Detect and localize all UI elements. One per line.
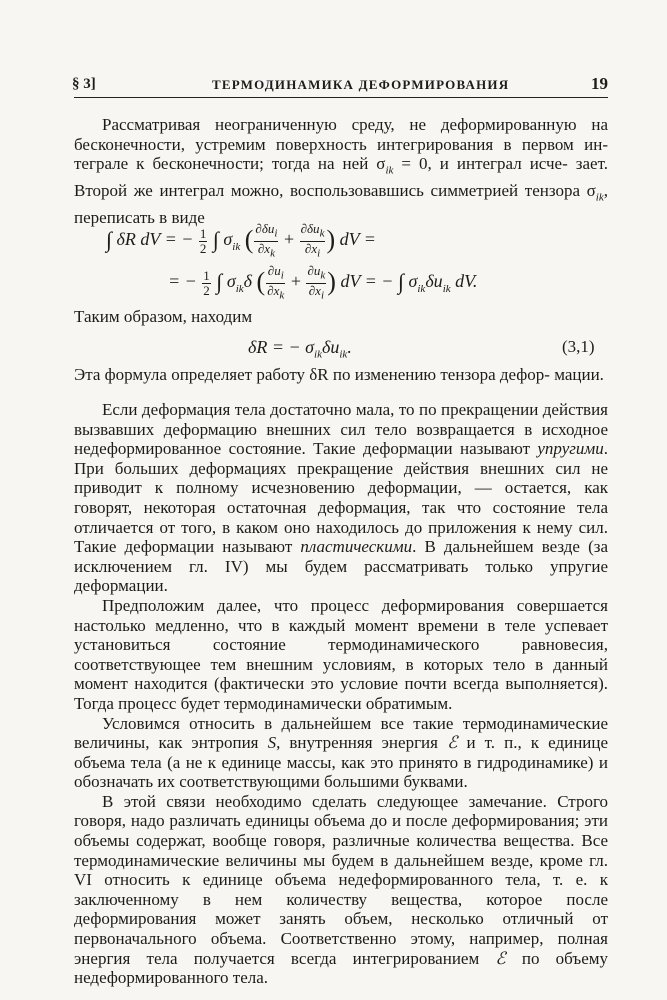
intro-line-2: бесконечности, устремим поверхность интегрирования в первом ин- — [74, 134, 608, 154]
equation-sub-2: ik — [339, 348, 348, 361]
formula-note-2: мации. — [554, 365, 604, 384]
symbol-entropy: S — [267, 733, 277, 753]
equation-tail: δu — [322, 337, 340, 357]
equation-sub-1: ik — [314, 348, 322, 361]
para-remark-2: по объему недеформированного тела. — [74, 948, 608, 988]
thus-line — [74, 307, 608, 327]
chapter-title: ТЕРМОДИНАМИКА ДЕФОРМИРОВАНИЯ — [212, 77, 510, 92]
running-header — [72, 74, 608, 98]
para-units-3: и т. п., к единице объема тела (а не к единице массы, как это принято в гидродинамике) и обозначать их соответствующими большими буквами. — [74, 733, 609, 792]
equation-number: (3,1) — [562, 337, 595, 356]
main-equation — [248, 337, 352, 361]
intro-line-4: зает. Второй же интеграл можно, воспользовавшись симметрией — [74, 154, 608, 201]
section-marker: § 3] — [72, 76, 96, 92]
intro-line-5b: , переписать в виде — [74, 181, 608, 228]
symbol-energy-2: ℰ — [495, 948, 506, 968]
intro-line-3a: теграле к бесконечности; тогда на ней σ — [74, 154, 386, 174]
paragraph-reversible: Предположим далее, что процесс деформирования совершается настолько медленно, что в каждый момент времени в теле успевает установиться состояние термодинамического равновесия, соответствующее тем внешним условиям, в которых тело в данный момент находится (фактически это условие почти всегда выполняется). Тогда процесс будет термодинамически обратимым. — [74, 595, 608, 713]
page-number: 19 — [591, 74, 608, 93]
equation-line-2: = − $\frac{1}{2}$ ∫ $\sigma_{ik}\delta$ ( $\frac{\partial u_i}{\partial x_k}$ + $\frac{\partial u_k}{\partial x_i}$ ) dV = − ∫ $\sigma_{ik}\delta u_{ik}$ dV. — [168, 263, 478, 302]
paragraph-remark — [74, 792, 608, 988]
body-text — [74, 400, 608, 988]
para-units-1: Условимся относить в дальнейшем все такие термодинамические величины, как энтропия — [74, 713, 608, 753]
equation-line-1: ∫ δR dV = − $\frac{1}{2}$ ∫ $\sigma_{ik}$ ( $\frac{\partial\delta u_i}{\partial x_k}$ + $\frac{\partial\delta u_k}{\partial x_i}$ ) dV = — [106, 221, 376, 260]
term-plastic: пластическими — [300, 537, 413, 557]
symbol-energy: ℰ — [447, 733, 458, 753]
term-elastic: упругими — [537, 439, 604, 459]
para-elastic-3: . В дальнейшем везде (за исключением гл. IV) мы будем рассматривать только упругие деформации. — [74, 537, 608, 596]
header-rule — [74, 97, 608, 98]
para-remark-1: В этой связи необходимо сделать следующее замечание. Строго говоря, надо различать единицы объема до и после деформирования; эти объемы содержат, вообще говоря, различные количества вещества. Все термодинамические величины мы будем в дальнейшем везде, кроме гл. VI относить к единице объема недеформированного тела, т. е. к заключенному в нем количеству вещества, которое после деформирования может занять объем, несколько отличный от первоначального объема. Соответственно этому, например, полная энергия тела получается всегда интегрированием — [74, 791, 608, 968]
equation-lhs: δR = − σ — [248, 337, 315, 357]
paragraph-elastic — [74, 400, 608, 596]
para-elastic-1: Если деформация тела достаточно мала, то по прекращении действия вызвавших деформацию внешних сил тело возвращается в исходное недеформированное состояние. Такие деформации называют — [74, 400, 608, 459]
para-units-2: , внутренняя энергия — [276, 733, 438, 753]
formula-note — [74, 365, 608, 385]
intro-line-1: Рассматривая неограниченную среду, не деформированную на — [102, 115, 608, 134]
thus-text: Таким образом, находим — [74, 307, 253, 326]
para-elastic-2: . При больших деформациях прекращение действия внешних сил не приводит к полному исчезновению деформации, — остается, как говорят, некоторая остаточная деформация, так что состояние тела отличается от того, в каком оно находилось до приложения к нему сил. Такие деформации называют — [74, 439, 608, 557]
intro-line-3b: = 0, и интеграл исче- — [393, 154, 568, 174]
intro-line-5a: тензора σ — [524, 181, 596, 201]
paragraph-units — [74, 714, 608, 792]
intro-paragraph: Рассматривая неограниченную среду, не деформированную на бесконечности, устремим поверхность интегрирования в первом ин- теграле к бесконечности; тогда на ней $\sigma_{ik} = 0$, и интеграл исче- зает. Второй же интеграл можно, воспользовавшись симметрией тензора $\sigma_{ik}$, переписать в виде — [74, 115, 608, 228]
equation-end: . — [347, 337, 352, 357]
formula-note-1: Эта формула определяет работу δR по изменению тензора дефор- — [74, 365, 550, 384]
